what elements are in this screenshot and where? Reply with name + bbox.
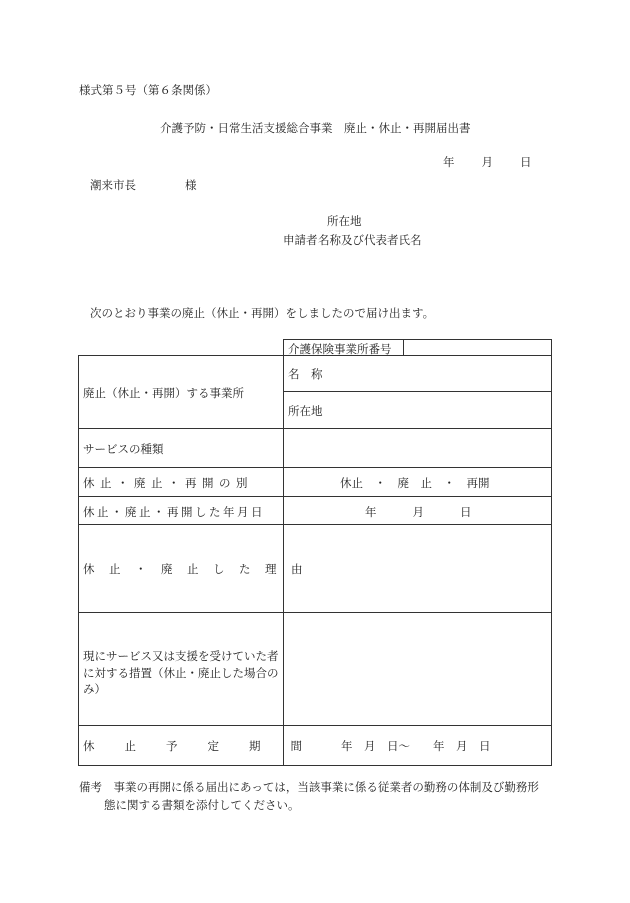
- period-value[interactable]: 年 月 日〜 年 月 日: [341, 739, 491, 753]
- applicant-role-label: 申請者: [283, 233, 318, 247]
- office-number-label: 介護保険事業所番号: [288, 342, 392, 356]
- applicant-name-label: 名称及び代表者氏名: [318, 233, 422, 247]
- reason-label: 休止・廃止した理由: [83, 562, 317, 576]
- service-type-label: サービスの種類: [83, 442, 164, 456]
- change-date-day: 日: [460, 505, 472, 519]
- addressee-honorific: 様: [185, 178, 197, 192]
- period-label: 休止予定期間: [83, 739, 332, 753]
- office-name-label: 名 称: [288, 367, 323, 381]
- change-date-year: 年: [365, 505, 377, 519]
- applicant-address-label: 所在地: [327, 214, 362, 228]
- office-address-label: 所在地: [288, 404, 323, 418]
- change-date-month: 月: [412, 505, 424, 519]
- category-options[interactable]: 休止 ・ 廃 止 ・ 再開: [340, 476, 490, 490]
- remarks-line-2: 態に関する書類を添付してください。: [104, 798, 300, 812]
- intro-text: 次のとおり事業の廃止（休止・再開）をしましたので届け出ます。: [90, 306, 435, 320]
- addressee: 潮来市長: [90, 178, 136, 192]
- form-number: 様式第５号（第６条関係）: [79, 83, 217, 97]
- category-label: 休止・廃止・再開の別: [83, 476, 253, 490]
- date-year: 年: [443, 155, 455, 169]
- change-date[interactable]: [365, 504, 472, 520]
- date-month: 月: [481, 155, 493, 169]
- office-label: 廃止（休止・再開）する事業所: [83, 386, 244, 400]
- office-number-field[interactable]: [404, 340, 551, 355]
- date-label: 休止・廃止・再開した年月日: [83, 505, 265, 519]
- date-day: 日: [520, 155, 532, 169]
- remarks-line-1: 備考 事業の再開に係る届出にあっては，当該事業に係る従業者の勤務の体制及び勤務形: [79, 780, 539, 794]
- measures-label: 現にサービス又は支援を受けていた者に対する措置（休止・廃止した場合のみ）: [83, 649, 279, 697]
- document-title: 介護予防・日常生活支援総合事業 廃止・休止・再開届出書: [160, 121, 471, 135]
